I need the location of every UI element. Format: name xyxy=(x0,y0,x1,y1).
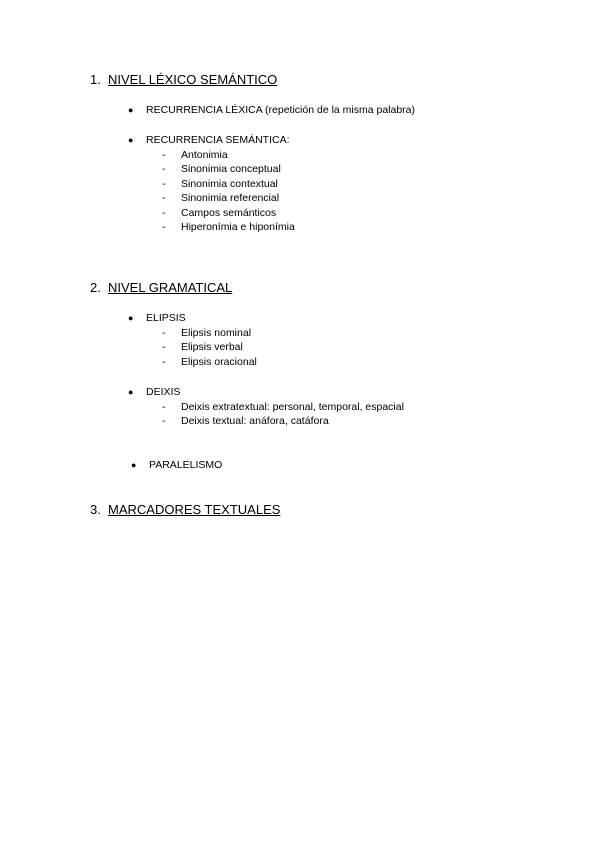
dash-icon: - xyxy=(162,327,166,339)
section-heading xyxy=(90,72,277,87)
dash-icon: - xyxy=(162,356,166,368)
dash-icon: - xyxy=(162,415,166,427)
sub-item xyxy=(162,401,404,413)
section-title: NIVEL LÉXICO SEMÁNTICO xyxy=(108,72,278,87)
dash-icon: - xyxy=(162,178,166,190)
bullet-icon: ● xyxy=(128,135,134,145)
bullet-text: RECURRENCIA LÉXICA (repetición de la misma palabra) xyxy=(146,104,416,116)
bullet-text: ELIPSIS xyxy=(146,312,186,324)
dash-icon: - xyxy=(162,207,166,219)
bullet-item xyxy=(128,312,186,324)
section-number: 3. xyxy=(90,502,101,517)
section-number: 1. xyxy=(90,72,101,87)
bullet-item xyxy=(128,104,415,116)
sub-item xyxy=(162,192,279,204)
sub-item-text: Sinonimia conceptual xyxy=(181,163,281,175)
sub-item xyxy=(162,149,228,161)
bullet-icon: ● xyxy=(131,460,137,470)
sub-item-text: Elipsis verbal xyxy=(181,341,243,353)
sub-item-text: Deixis textual: anáfora, catáfora xyxy=(181,415,329,427)
sub-item xyxy=(162,327,251,339)
bullet-item xyxy=(131,459,222,471)
sub-item-text: Antonimia xyxy=(181,149,228,161)
sub-item-text: Elipsis nominal xyxy=(181,327,252,339)
sub-item xyxy=(162,221,295,233)
section-heading xyxy=(90,502,280,517)
sub-item-text: Hiperonímia e hiponímia xyxy=(181,221,295,233)
bullet-text: RECURRENCIA SEMÁNTICA: xyxy=(146,134,290,146)
dash-icon: - xyxy=(162,221,166,233)
sub-item xyxy=(162,207,276,219)
bullet-item xyxy=(128,386,180,398)
dash-icon: - xyxy=(162,192,166,204)
sub-item xyxy=(162,341,243,353)
bullet-text: DEIXIS xyxy=(146,386,181,398)
sub-item xyxy=(162,356,257,368)
sub-item-text: Campos semánticos xyxy=(181,207,277,219)
sub-item xyxy=(162,415,329,427)
section-title: NIVEL GRAMATICAL xyxy=(108,280,233,295)
section-heading xyxy=(90,280,232,295)
dash-icon: - xyxy=(162,163,166,175)
bullet-text: PARALELISMO xyxy=(149,459,223,471)
section-number: 2. xyxy=(90,280,101,295)
dash-icon: - xyxy=(162,341,166,353)
bullet-icon: ● xyxy=(128,387,134,397)
sub-item xyxy=(162,163,281,175)
sub-item-text: Sinonimia contextual xyxy=(181,178,278,190)
bullet-item xyxy=(128,134,290,146)
sub-item-text: Elipsis oracional xyxy=(181,356,257,368)
bullet-icon: ● xyxy=(128,313,134,323)
section-title: MARCADORES TEXTUALES xyxy=(108,502,281,517)
dash-icon: - xyxy=(162,401,166,413)
sub-item xyxy=(162,178,278,190)
bullet-icon: ● xyxy=(128,105,134,115)
dash-icon: - xyxy=(162,149,166,161)
sub-item-text: Sinonimia referencial xyxy=(181,192,280,204)
sub-item-text: Deixis extratextual: personal, temporal, espacial xyxy=(181,401,404,413)
